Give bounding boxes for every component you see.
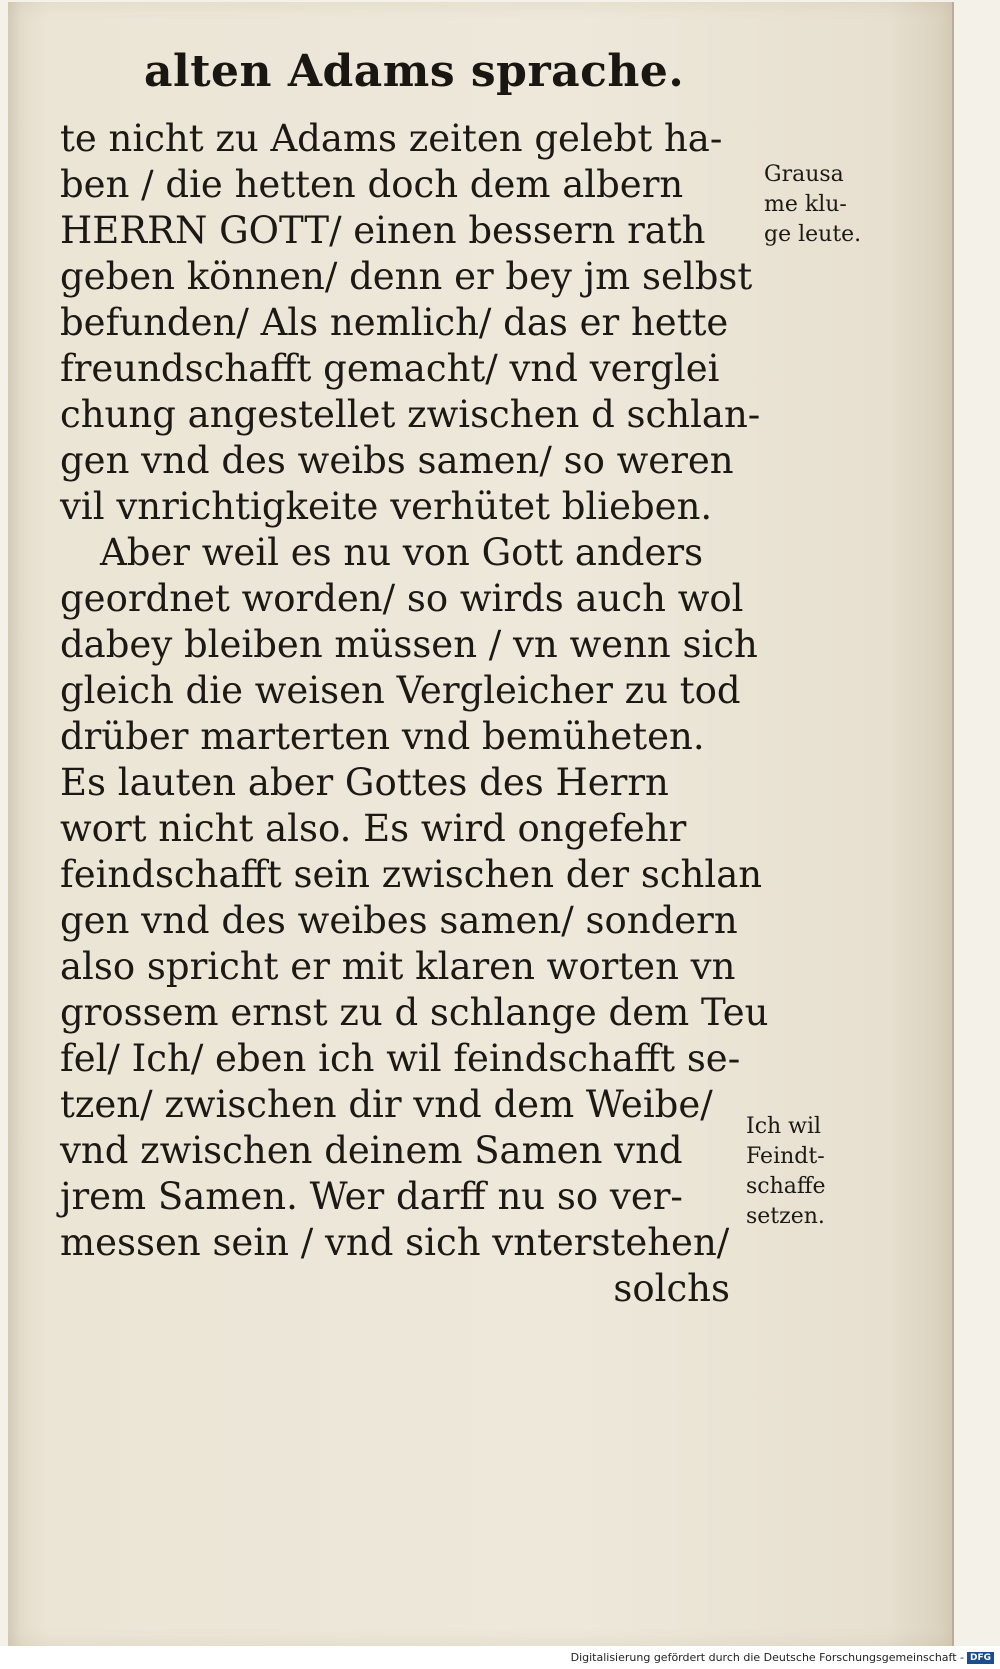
margin-note-line: Ich wil [746, 1114, 822, 1139]
text-line: grossem ernst zu d schlange dem Teu [60, 991, 769, 1034]
text-line: gen vnd des weibes samen/ sondern [60, 899, 738, 942]
text-line: vnd zwischen deinem Samen vnd [60, 1129, 683, 1172]
text-line: geben können/ denn er bey jm selbst [60, 255, 753, 298]
margin-note-line: schaffe [746, 1174, 826, 1199]
text-line: HERRN GOTT/ einen bessern rath [60, 209, 706, 252]
text-line: tzen/ zwischen dir vnd dem Weibe/ [60, 1083, 713, 1126]
text-line: gen vnd des weibs samen/ so weren [60, 439, 734, 482]
margin-note-line: setzen. [746, 1204, 825, 1229]
text-line: also spricht er mit klaren worten vn [60, 945, 736, 988]
text-line: geordnet worden/ so wirds auch wol [60, 577, 744, 620]
text-line: gleich die weisen Vergleicher zu tod [60, 669, 741, 712]
text-line: Es lauten aber Gottes des Herrn [60, 761, 669, 804]
funding-credit [571, 1651, 994, 1664]
margin-note [746, 1112, 826, 1232]
text-line: drüber marterten vnd bemüheten. [60, 715, 705, 758]
text-line: wort nicht also. Es wird ongefehr [60, 807, 687, 850]
dfg-logo: DFG [967, 1652, 994, 1664]
margin-note [764, 160, 861, 250]
text-line: befunden/ Als nemlich/ das er hette [60, 301, 729, 344]
margin-note-line: ge leute. [764, 222, 862, 247]
text-line: dabey bleiben müssen / vn wenn sich [60, 623, 758, 666]
text-line: te nicht zu Adams zeiten gelebt ha- [60, 117, 723, 160]
text-line: ben / die hetten doch dem albern [60, 163, 684, 206]
catchword: solchs [613, 1267, 730, 1310]
running-header: alten Adams sprache. [144, 46, 685, 97]
text-line: vil vnrichtigkeite verhütet blieben. [60, 485, 713, 528]
main-text-block [60, 116, 769, 1312]
text-line: jrem Samen. Wer darff nu so ver- [60, 1175, 683, 1218]
book-page [8, 2, 954, 1646]
credit-text: Digitalisierung gefördert durch die Deutsche Forschungsgemeinschaft - [570, 1651, 964, 1664]
text-line: feindschafft sein zwischen der schlan [60, 853, 763, 896]
margin-note-line: Grausa [764, 162, 844, 187]
text-line: chung angestellet zwischen d schlan- [60, 393, 761, 436]
margin-note-line: Feindt- [746, 1144, 825, 1169]
text-line: fel/ Ich/ eben ich wil feindschafft se- [60, 1037, 741, 1080]
text-line: freundschafft gemacht/ vnd verglei [60, 347, 720, 390]
margin-note-line: me klu- [764, 192, 847, 217]
paragraph-start-line: Aber weil es nu von Gott anders [100, 531, 704, 574]
text-line: messen sein / vnd sich vnterstehen/ [60, 1221, 730, 1264]
